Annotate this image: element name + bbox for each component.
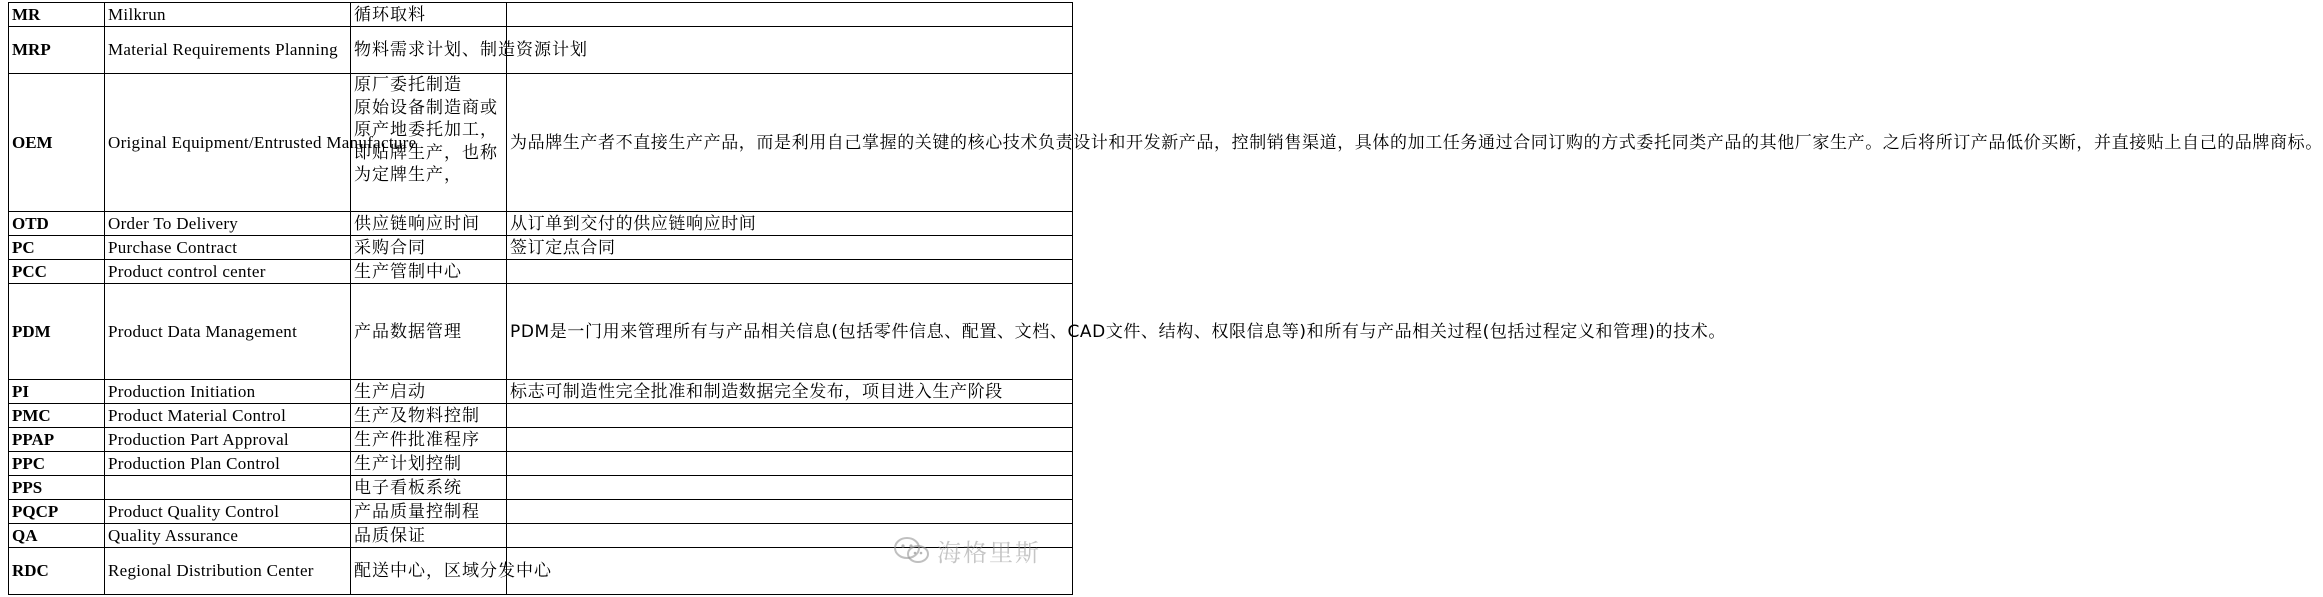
chinese-term-text: 原厂委托制造 原始设备制造商或原产地委托加工， 即贴牌生产，也称为定牌生产，	[354, 75, 498, 185]
abbreviation-cell: PQCP	[9, 500, 105, 524]
table-row	[9, 74, 1073, 212]
table-row	[9, 212, 1073, 236]
abbreviation-cell: MR	[9, 3, 105, 27]
chinese-term-cell	[351, 74, 507, 212]
table-row	[9, 452, 1073, 476]
chinese-term-cell: 产品数据管理	[351, 284, 507, 380]
english-term-cell: Production Initiation	[105, 380, 351, 404]
english-term-cell: Order To Delivery	[105, 212, 351, 236]
abbreviation-cell: PPS	[9, 476, 105, 500]
english-term-cell: Regional Distribution Center	[105, 548, 351, 595]
chinese-term-cell: 生产及物料控制	[351, 404, 507, 428]
english-term-cell	[105, 476, 351, 500]
english-term-cell: Product control center	[105, 260, 351, 284]
chinese-term-cell: 配送中心，区域分发中心	[351, 548, 507, 595]
english-term-cell: Purchase Contract	[105, 236, 351, 260]
chinese-term-cell: 生产启动	[351, 380, 507, 404]
chinese-term-cell: 品质保证	[351, 524, 507, 548]
abbreviation-cell: PPC	[9, 452, 105, 476]
description-cell	[507, 428, 1073, 452]
english-term-cell: Product Data Management	[105, 284, 351, 380]
description-cell	[507, 404, 1073, 428]
abbreviation-cell: PCC	[9, 260, 105, 284]
description-cell: PDM是一门用来管理所有与产品相关信息(包括零件信息、配置、文档、CAD文件、结构、权限信息等)和所有与产品相关过程(包括过程定义和管理)的技术。	[507, 284, 1073, 380]
chinese-term-cell: 循环取料	[351, 3, 507, 27]
chinese-term-cell: 供应链响应时间	[351, 212, 507, 236]
chinese-term-cell: 物料需求计划、制造资源计划	[351, 27, 507, 74]
chinese-term-cell: 采购合同	[351, 236, 507, 260]
description-cell	[507, 500, 1073, 524]
abbreviation-cell: MRP	[9, 27, 105, 74]
abbreviation-cell: OEM	[9, 74, 105, 212]
chinese-term-cell: 产品质量控制程	[351, 500, 507, 524]
description-cell	[507, 3, 1073, 27]
watermark	[893, 533, 1041, 568]
description-cell	[507, 476, 1073, 500]
chinese-term-cell: 生产计划控制	[351, 452, 507, 476]
chinese-term-cell: 生产件批准程序	[351, 428, 507, 452]
chinese-term-cell: 电子看板系统	[351, 476, 507, 500]
description-cell	[507, 452, 1073, 476]
english-term-cell: Quality Assurance	[105, 524, 351, 548]
english-term-cell: Product Quality Control	[105, 500, 351, 524]
description-cell	[507, 27, 1073, 74]
table-row	[9, 428, 1073, 452]
english-term-cell: Product Material Control	[105, 404, 351, 428]
abbreviation-cell: PMC	[9, 404, 105, 428]
abbreviation-cell: QA	[9, 524, 105, 548]
table-row	[9, 284, 1073, 380]
abbreviation-cell: OTD	[9, 212, 105, 236]
glossary-table	[8, 2, 2323, 595]
table-row	[9, 260, 1073, 284]
english-term-cell: Production Part Approval	[105, 428, 351, 452]
english-term-cell: Material Requirements Planning	[105, 27, 351, 74]
english-term-cell: Original Equipment/Entrusted Manufacture	[105, 74, 351, 212]
description-cell: 为品牌生产者不直接生产产品，而是利用自己掌握的关键的核心技术负责设计和开发新产品，控制销售渠道，具体的加工任务通过合同订购的方式委托同类产品的其他厂家生产。之后将所订产品低价买断，并直接贴上自己的品牌商标。	[507, 74, 1073, 212]
wechat-icon	[893, 536, 931, 566]
abbreviation-cell: RDC	[9, 548, 105, 595]
description-cell: 标志可制造性完全批准和制造数据完全发布，项目进入生产阶段	[507, 380, 1073, 404]
abbreviation-cell: PDM	[9, 284, 105, 380]
table-row	[9, 500, 1073, 524]
description-cell	[507, 260, 1073, 284]
table-row	[9, 380, 1073, 404]
abbreviation-cell: PI	[9, 380, 105, 404]
english-term-cell: Production Plan Control	[105, 452, 351, 476]
table-row	[9, 27, 1073, 74]
table-row	[9, 236, 1073, 260]
abbreviation-cell: PC	[9, 236, 105, 260]
description-cell: 签订定点合同	[507, 236, 1073, 260]
english-term-cell: Milkrun	[105, 3, 351, 27]
description-cell: 从订单到交付的供应链响应时间	[507, 212, 1073, 236]
table-row	[9, 3, 1073, 27]
table-row	[9, 476, 1073, 500]
table-row	[9, 404, 1073, 428]
watermark-text: 海格里斯	[937, 539, 1041, 567]
abbreviation-cell: PPAP	[9, 428, 105, 452]
chinese-term-cell: 生产管制中心	[351, 260, 507, 284]
